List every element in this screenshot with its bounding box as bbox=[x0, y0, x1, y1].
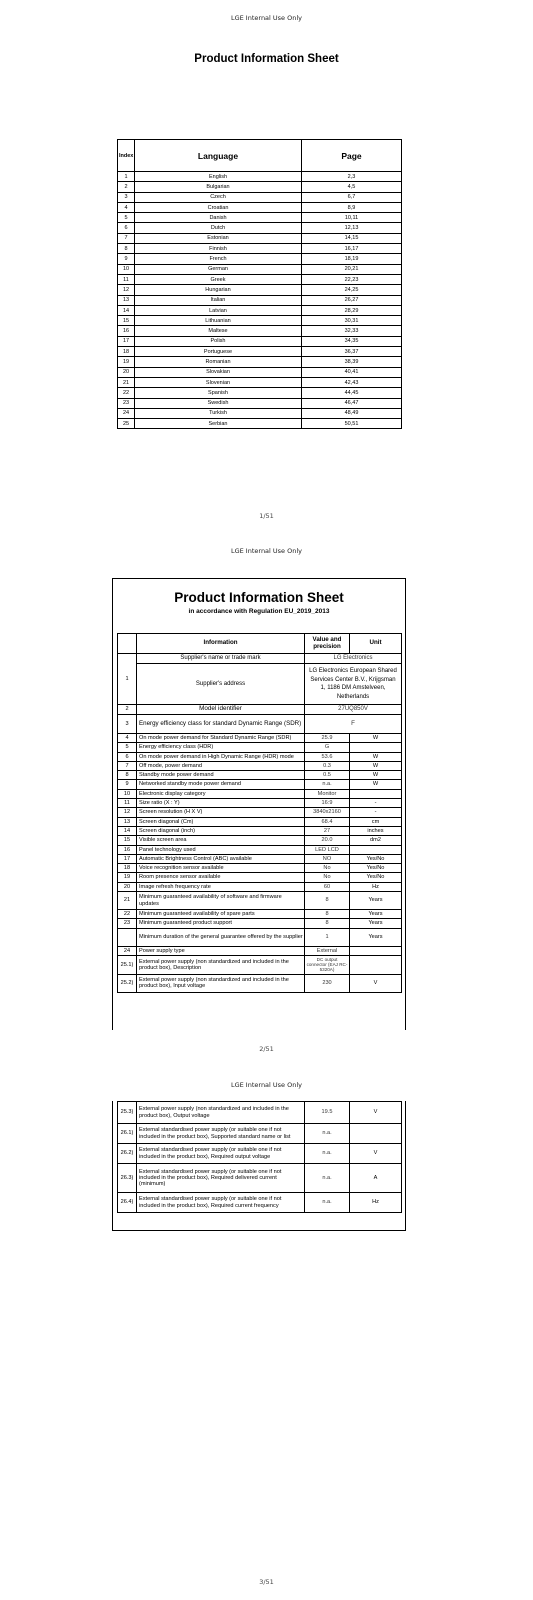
row-value: 8 bbox=[305, 892, 350, 910]
page-number: 2/51 bbox=[259, 1045, 274, 1053]
table-row bbox=[118, 654, 402, 664]
page-range: 18,19 bbox=[302, 254, 402, 264]
row-value: 8 bbox=[305, 919, 350, 928]
row-unit: - bbox=[350, 808, 402, 817]
language-name: Estonian bbox=[135, 233, 302, 243]
row-unit: dm2 bbox=[350, 836, 402, 845]
row-label: External standardised power supply (or suitable one if not included in the product box), Required delivered current (minimum) bbox=[137, 1164, 305, 1193]
table-row bbox=[118, 854, 402, 863]
language-name: Swedish bbox=[135, 398, 302, 408]
row-index: 22 bbox=[118, 910, 137, 919]
row-unit: V bbox=[350, 1144, 402, 1164]
supplier-name-label: Supplier's name or trade mark bbox=[137, 654, 305, 664]
table-row bbox=[118, 761, 402, 770]
row-value: Monitor bbox=[305, 789, 350, 798]
row-unit: Years bbox=[350, 910, 402, 919]
info-table bbox=[117, 633, 402, 993]
column-header-information: Information bbox=[137, 634, 305, 654]
row-value: n.a. bbox=[305, 1144, 350, 1164]
table-row bbox=[118, 336, 402, 346]
row-index: 26.3) bbox=[118, 1164, 137, 1193]
page-range: 40,41 bbox=[302, 367, 402, 377]
row-index: 2 bbox=[118, 182, 135, 192]
row-label: External standardised power supply (or suitable one if not included in the product box), Required current frequency bbox=[137, 1193, 305, 1213]
row-index: 5 bbox=[118, 213, 135, 223]
row-label: On mode power demand in High Dynamic Range (HDR) mode bbox=[137, 752, 305, 761]
row-label: External power supply (non standardized and included in the product box), Input voltage bbox=[137, 974, 305, 992]
table-row bbox=[118, 910, 402, 919]
language-name: Dutch bbox=[135, 223, 302, 233]
page-range: 44,45 bbox=[302, 388, 402, 398]
row-index: 9 bbox=[118, 254, 135, 264]
row-value: No bbox=[305, 864, 350, 873]
table-row bbox=[118, 316, 402, 326]
table-row bbox=[118, 388, 402, 398]
row-label: Minimum guaranteed availability of software and firmware updates bbox=[137, 892, 305, 910]
language-table bbox=[117, 139, 402, 429]
info-table-header bbox=[118, 634, 402, 654]
table-row bbox=[118, 864, 402, 873]
row-index: 14 bbox=[118, 826, 137, 835]
table-row bbox=[118, 1193, 402, 1213]
page-range: 8,9 bbox=[302, 202, 402, 212]
row-label: On mode power demand for Standard Dynamic Range (SDR) bbox=[137, 734, 305, 743]
table-row bbox=[118, 1144, 402, 1164]
row-index: 15 bbox=[118, 836, 137, 845]
table-row bbox=[118, 182, 402, 192]
row-unit bbox=[350, 955, 402, 974]
page-range: 20,21 bbox=[302, 264, 402, 274]
row-index: 26.2) bbox=[118, 1144, 137, 1164]
row-index: 7 bbox=[118, 761, 137, 770]
language-name: Slovakian bbox=[135, 367, 302, 377]
table-row bbox=[118, 826, 402, 835]
row-value: NO bbox=[305, 854, 350, 863]
row-index: 11 bbox=[118, 799, 137, 808]
row-label: Size ratio (X : Y) bbox=[137, 799, 305, 808]
row-index: 5 bbox=[118, 743, 137, 752]
table-row bbox=[118, 873, 402, 882]
row-value: DC output connector (EAJ RC-5320A) bbox=[305, 955, 350, 974]
table-row bbox=[118, 817, 402, 826]
row-unit: V bbox=[350, 974, 402, 992]
language-name: Maltese bbox=[135, 326, 302, 336]
row-value: 8 bbox=[305, 910, 350, 919]
page-range: 38,39 bbox=[302, 357, 402, 367]
row-index: 25.2) bbox=[118, 974, 137, 992]
language-name: Italian bbox=[135, 295, 302, 305]
table-row bbox=[118, 752, 402, 761]
language-name: Polish bbox=[135, 336, 302, 346]
row-index: 4 bbox=[118, 202, 135, 212]
table-row bbox=[118, 789, 402, 798]
page-header: LGE Internal Use Only bbox=[230, 14, 303, 22]
table-row bbox=[118, 664, 402, 705]
table-row bbox=[118, 734, 402, 743]
supplier-name-value: LG Electronics bbox=[305, 654, 402, 664]
row-index: 25.1) bbox=[118, 955, 137, 974]
row-unit: Hz bbox=[350, 1193, 402, 1213]
language-name: French bbox=[135, 254, 302, 264]
language-name: Czech bbox=[135, 192, 302, 202]
table-row bbox=[118, 254, 402, 264]
row-label: Networked standby mode power demand bbox=[137, 780, 305, 789]
row-unit: Hz bbox=[350, 882, 402, 891]
row-value: 25.9 bbox=[305, 734, 350, 743]
row-value: 0.3 bbox=[305, 761, 350, 770]
table-row bbox=[118, 347, 402, 357]
table-row bbox=[118, 892, 402, 910]
row-index: 10 bbox=[118, 789, 137, 798]
row-label: External power supply (non standardized and included in the product box), Output voltage bbox=[137, 1102, 305, 1124]
table-row bbox=[118, 919, 402, 928]
row-index: 21 bbox=[118, 892, 137, 910]
row-index: 16 bbox=[118, 845, 137, 854]
row-unit bbox=[350, 845, 402, 854]
row-label: External power supply (non standardized and included in the product box), Description bbox=[137, 955, 305, 974]
row-value: 68.4 bbox=[305, 817, 350, 826]
row-unit: V bbox=[350, 1102, 402, 1124]
row-value: n.a. bbox=[305, 1164, 350, 1193]
row-label: Minimum guaranteed availability of spare parts bbox=[137, 910, 305, 919]
row-value: LED LCD bbox=[305, 845, 350, 854]
row-label: Standby mode power demand bbox=[137, 771, 305, 780]
sheet-title: Product Information Sheet bbox=[174, 590, 344, 605]
table-row bbox=[118, 845, 402, 854]
language-name: Turkish bbox=[135, 408, 302, 418]
row-label: Automatic Brightness Control (ABC) available bbox=[137, 854, 305, 863]
row-value: External bbox=[305, 946, 350, 955]
row-label: Voice recognition sensor available bbox=[137, 864, 305, 873]
language-name: Finnish bbox=[135, 244, 302, 254]
row-label: Energy efficiency class (HDR) bbox=[137, 743, 305, 752]
page-range: 32,33 bbox=[302, 326, 402, 336]
page-number: 3/51 bbox=[259, 1578, 274, 1586]
language-name: Spanish bbox=[135, 388, 302, 398]
row-index: 11 bbox=[118, 274, 135, 284]
row-index: 18 bbox=[118, 864, 137, 873]
row-label: Power supply type bbox=[137, 946, 305, 955]
row-index: 17 bbox=[118, 336, 135, 346]
table-row bbox=[118, 1102, 402, 1124]
row-index: 6 bbox=[118, 223, 135, 233]
column-header-unit: Unit bbox=[350, 634, 402, 654]
row-label: Minimum guaranteed product support bbox=[137, 919, 305, 928]
table-row bbox=[118, 326, 402, 336]
table-row bbox=[118, 233, 402, 243]
row-index: 25.3) bbox=[118, 1102, 137, 1124]
row-value: n.a. bbox=[305, 780, 350, 789]
row-unit: W bbox=[350, 734, 402, 743]
row-index: 8 bbox=[118, 244, 135, 254]
table-row bbox=[118, 743, 402, 752]
row-value: 0.5 bbox=[305, 771, 350, 780]
table-row bbox=[118, 172, 402, 182]
row-index: 8 bbox=[118, 771, 137, 780]
row-unit: Yes/No bbox=[350, 873, 402, 882]
table-row bbox=[118, 264, 402, 274]
row-index: 15 bbox=[118, 316, 135, 326]
table-row bbox=[118, 836, 402, 845]
table-row bbox=[118, 705, 402, 715]
table-row bbox=[118, 974, 402, 992]
page-range: 24,25 bbox=[302, 285, 402, 295]
table-row bbox=[118, 274, 402, 284]
row-index: 22 bbox=[118, 388, 135, 398]
row-label: External standardised power supply (or suitable one if not included in the product box), Required output voltage bbox=[137, 1144, 305, 1164]
row-index: 2 bbox=[118, 705, 137, 715]
row-label: Visible screen area bbox=[137, 836, 305, 845]
language-name: Serbian bbox=[135, 419, 302, 429]
table-row bbox=[118, 377, 402, 387]
table-row bbox=[118, 285, 402, 295]
table-row bbox=[118, 955, 402, 974]
row-index: 20 bbox=[118, 882, 137, 891]
page-range: 28,29 bbox=[302, 305, 402, 315]
row-index: 9 bbox=[118, 780, 137, 789]
column-header-page: Page bbox=[302, 140, 402, 172]
row-index: 3 bbox=[118, 715, 137, 734]
page-range: 48,49 bbox=[302, 408, 402, 418]
table-row bbox=[118, 408, 402, 418]
table-row bbox=[118, 1164, 402, 1193]
row-index: 20 bbox=[118, 367, 135, 377]
page-title: Product Information Sheet bbox=[194, 53, 339, 65]
row-value: G bbox=[305, 743, 350, 752]
row-index: 6 bbox=[118, 752, 137, 761]
table-row bbox=[118, 882, 402, 891]
row-value: 27 bbox=[305, 826, 350, 835]
table-row bbox=[118, 419, 402, 429]
row-index: 24 bbox=[118, 408, 135, 418]
row-index: 10 bbox=[118, 264, 135, 274]
page-range: 36,37 bbox=[302, 347, 402, 357]
row-value: 1 bbox=[305, 928, 350, 946]
table-row bbox=[118, 202, 402, 212]
language-name: Danish bbox=[135, 213, 302, 223]
row-unit: - bbox=[350, 799, 402, 808]
page-range: 16,17 bbox=[302, 244, 402, 254]
row-label: Room presence sensor available bbox=[137, 873, 305, 882]
energy-class-value: F bbox=[305, 715, 402, 734]
page-range: 10,11 bbox=[302, 213, 402, 223]
table-row bbox=[118, 928, 402, 946]
page-range: 14,15 bbox=[302, 233, 402, 243]
energy-class-label: Energy efficiency class for standard Dynamic Range (SDR) bbox=[137, 715, 305, 734]
row-value: 60 bbox=[305, 882, 350, 891]
row-index: 26.1) bbox=[118, 1124, 137, 1144]
supplier-address-value: LG Electronics European Shared Services Center B.V., Krijgsman 1, 1186 DM Amstelveen, Netherlands bbox=[305, 664, 402, 705]
row-index bbox=[118, 928, 137, 946]
column-header-value: Value and precision bbox=[305, 634, 350, 654]
row-value: No bbox=[305, 873, 350, 882]
row-index: 7 bbox=[118, 233, 135, 243]
language-name: Romanian bbox=[135, 357, 302, 367]
row-index: 13 bbox=[118, 817, 137, 826]
supplier-address-label: Supplier's address bbox=[137, 664, 305, 705]
row-label: Image refresh frequency rate bbox=[137, 882, 305, 891]
language-name: Latvian bbox=[135, 305, 302, 315]
info-table-continued bbox=[117, 1101, 402, 1213]
page-header: LGE Internal Use Only bbox=[230, 1081, 303, 1089]
row-unit: inches bbox=[350, 826, 402, 835]
page-header: LGE Internal Use Only bbox=[230, 547, 303, 555]
row-unit: Years bbox=[350, 892, 402, 910]
row-value: 16:9 bbox=[305, 799, 350, 808]
row-index: 26.4) bbox=[118, 1193, 137, 1213]
table-row bbox=[118, 780, 402, 789]
table-row bbox=[118, 398, 402, 408]
row-index: 1 bbox=[118, 172, 135, 182]
row-unit: Yes/No bbox=[350, 854, 402, 863]
row-index: 4 bbox=[118, 734, 137, 743]
row-unit: W bbox=[350, 771, 402, 780]
row-index: 3 bbox=[118, 192, 135, 202]
row-index: 1 bbox=[118, 654, 137, 705]
row-value: 230 bbox=[305, 974, 350, 992]
row-index: 14 bbox=[118, 305, 135, 315]
language-name: Portuguese bbox=[135, 347, 302, 357]
row-index: 25 bbox=[118, 419, 135, 429]
row-unit: W bbox=[350, 752, 402, 761]
row-label: Screen diagonal (Cm) bbox=[137, 817, 305, 826]
sheet-subtitle: in accordance with Regulation EU_2019_2013 bbox=[188, 608, 330, 615]
row-label: Minimum duration of the general guarantee offered by the supplier bbox=[137, 928, 305, 946]
row-value: 20.0 bbox=[305, 836, 350, 845]
language-name: Lithuanian bbox=[135, 316, 302, 326]
row-index: 24 bbox=[118, 946, 137, 955]
row-index: 23 bbox=[118, 398, 135, 408]
row-unit: Years bbox=[350, 919, 402, 928]
page-range: 22,23 bbox=[302, 274, 402, 284]
row-unit: cm bbox=[350, 817, 402, 826]
row-unit: W bbox=[350, 780, 402, 789]
row-label: Electronic display category bbox=[137, 789, 305, 798]
model-label: Model identifier bbox=[137, 705, 305, 715]
table-row bbox=[118, 715, 402, 734]
page-range: 6,7 bbox=[302, 192, 402, 202]
row-index: 12 bbox=[118, 285, 135, 295]
table-row bbox=[118, 946, 402, 955]
language-table-header bbox=[118, 140, 402, 172]
table-row bbox=[118, 244, 402, 254]
row-value: n.a. bbox=[305, 1193, 350, 1213]
table-row bbox=[118, 1124, 402, 1144]
page-number: 1/51 bbox=[259, 512, 274, 520]
row-value: 19.5 bbox=[305, 1102, 350, 1124]
page-range: 46,47 bbox=[302, 398, 402, 408]
language-name: Bulgarian bbox=[135, 182, 302, 192]
row-unit: Years bbox=[350, 928, 402, 946]
row-index: 21 bbox=[118, 377, 135, 387]
row-index: 17 bbox=[118, 854, 137, 863]
row-unit bbox=[350, 1124, 402, 1144]
row-value: 3840x2160 bbox=[305, 808, 350, 817]
row-unit bbox=[350, 789, 402, 798]
column-header-index: Index bbox=[118, 140, 135, 172]
row-label: Screen diagonal (inch) bbox=[137, 826, 305, 835]
language-name: German bbox=[135, 264, 302, 274]
row-index: 13 bbox=[118, 295, 135, 305]
table-row bbox=[118, 357, 402, 367]
language-name: Greek bbox=[135, 274, 302, 284]
row-index: 19 bbox=[118, 873, 137, 882]
page-range: 34,35 bbox=[302, 336, 402, 346]
page-range: 4,5 bbox=[302, 182, 402, 192]
table-row bbox=[118, 213, 402, 223]
row-index: 23 bbox=[118, 919, 137, 928]
table-row bbox=[118, 305, 402, 315]
page-range: 30,31 bbox=[302, 316, 402, 326]
table-row bbox=[118, 799, 402, 808]
page-range: 12,13 bbox=[302, 223, 402, 233]
row-index: 19 bbox=[118, 357, 135, 367]
row-label: Panel technology used bbox=[137, 845, 305, 854]
row-index: 12 bbox=[118, 808, 137, 817]
table-row bbox=[118, 192, 402, 202]
row-unit: W bbox=[350, 761, 402, 770]
row-label: Screen resolution (H X V) bbox=[137, 808, 305, 817]
row-label: Off mode, power demand bbox=[137, 761, 305, 770]
language-name: Hungarian bbox=[135, 285, 302, 295]
table-row bbox=[118, 367, 402, 377]
row-label: External standardised power supply (or suitable one if not included in the product box), Supported standard name or list bbox=[137, 1124, 305, 1144]
table-row bbox=[118, 223, 402, 233]
page-range: 50,51 bbox=[302, 419, 402, 429]
row-unit: Yes/No bbox=[350, 864, 402, 873]
row-unit bbox=[350, 743, 402, 752]
row-index: 18 bbox=[118, 347, 135, 357]
row-value: n.a. bbox=[305, 1124, 350, 1144]
language-name: English bbox=[135, 172, 302, 182]
row-index: 16 bbox=[118, 326, 135, 336]
column-header-language: Language bbox=[135, 140, 302, 172]
language-name: Slovenian bbox=[135, 377, 302, 387]
table-row bbox=[118, 808, 402, 817]
page-range: 2,3 bbox=[302, 172, 402, 182]
table-row bbox=[118, 295, 402, 305]
row-value: 53.6 bbox=[305, 752, 350, 761]
page-range: 26,27 bbox=[302, 295, 402, 305]
page-range: 42,43 bbox=[302, 377, 402, 387]
model-value: 27UQ850V bbox=[305, 705, 402, 715]
row-unit: A bbox=[350, 1164, 402, 1193]
table-row bbox=[118, 771, 402, 780]
language-name: Croatian bbox=[135, 202, 302, 212]
row-unit bbox=[350, 946, 402, 955]
